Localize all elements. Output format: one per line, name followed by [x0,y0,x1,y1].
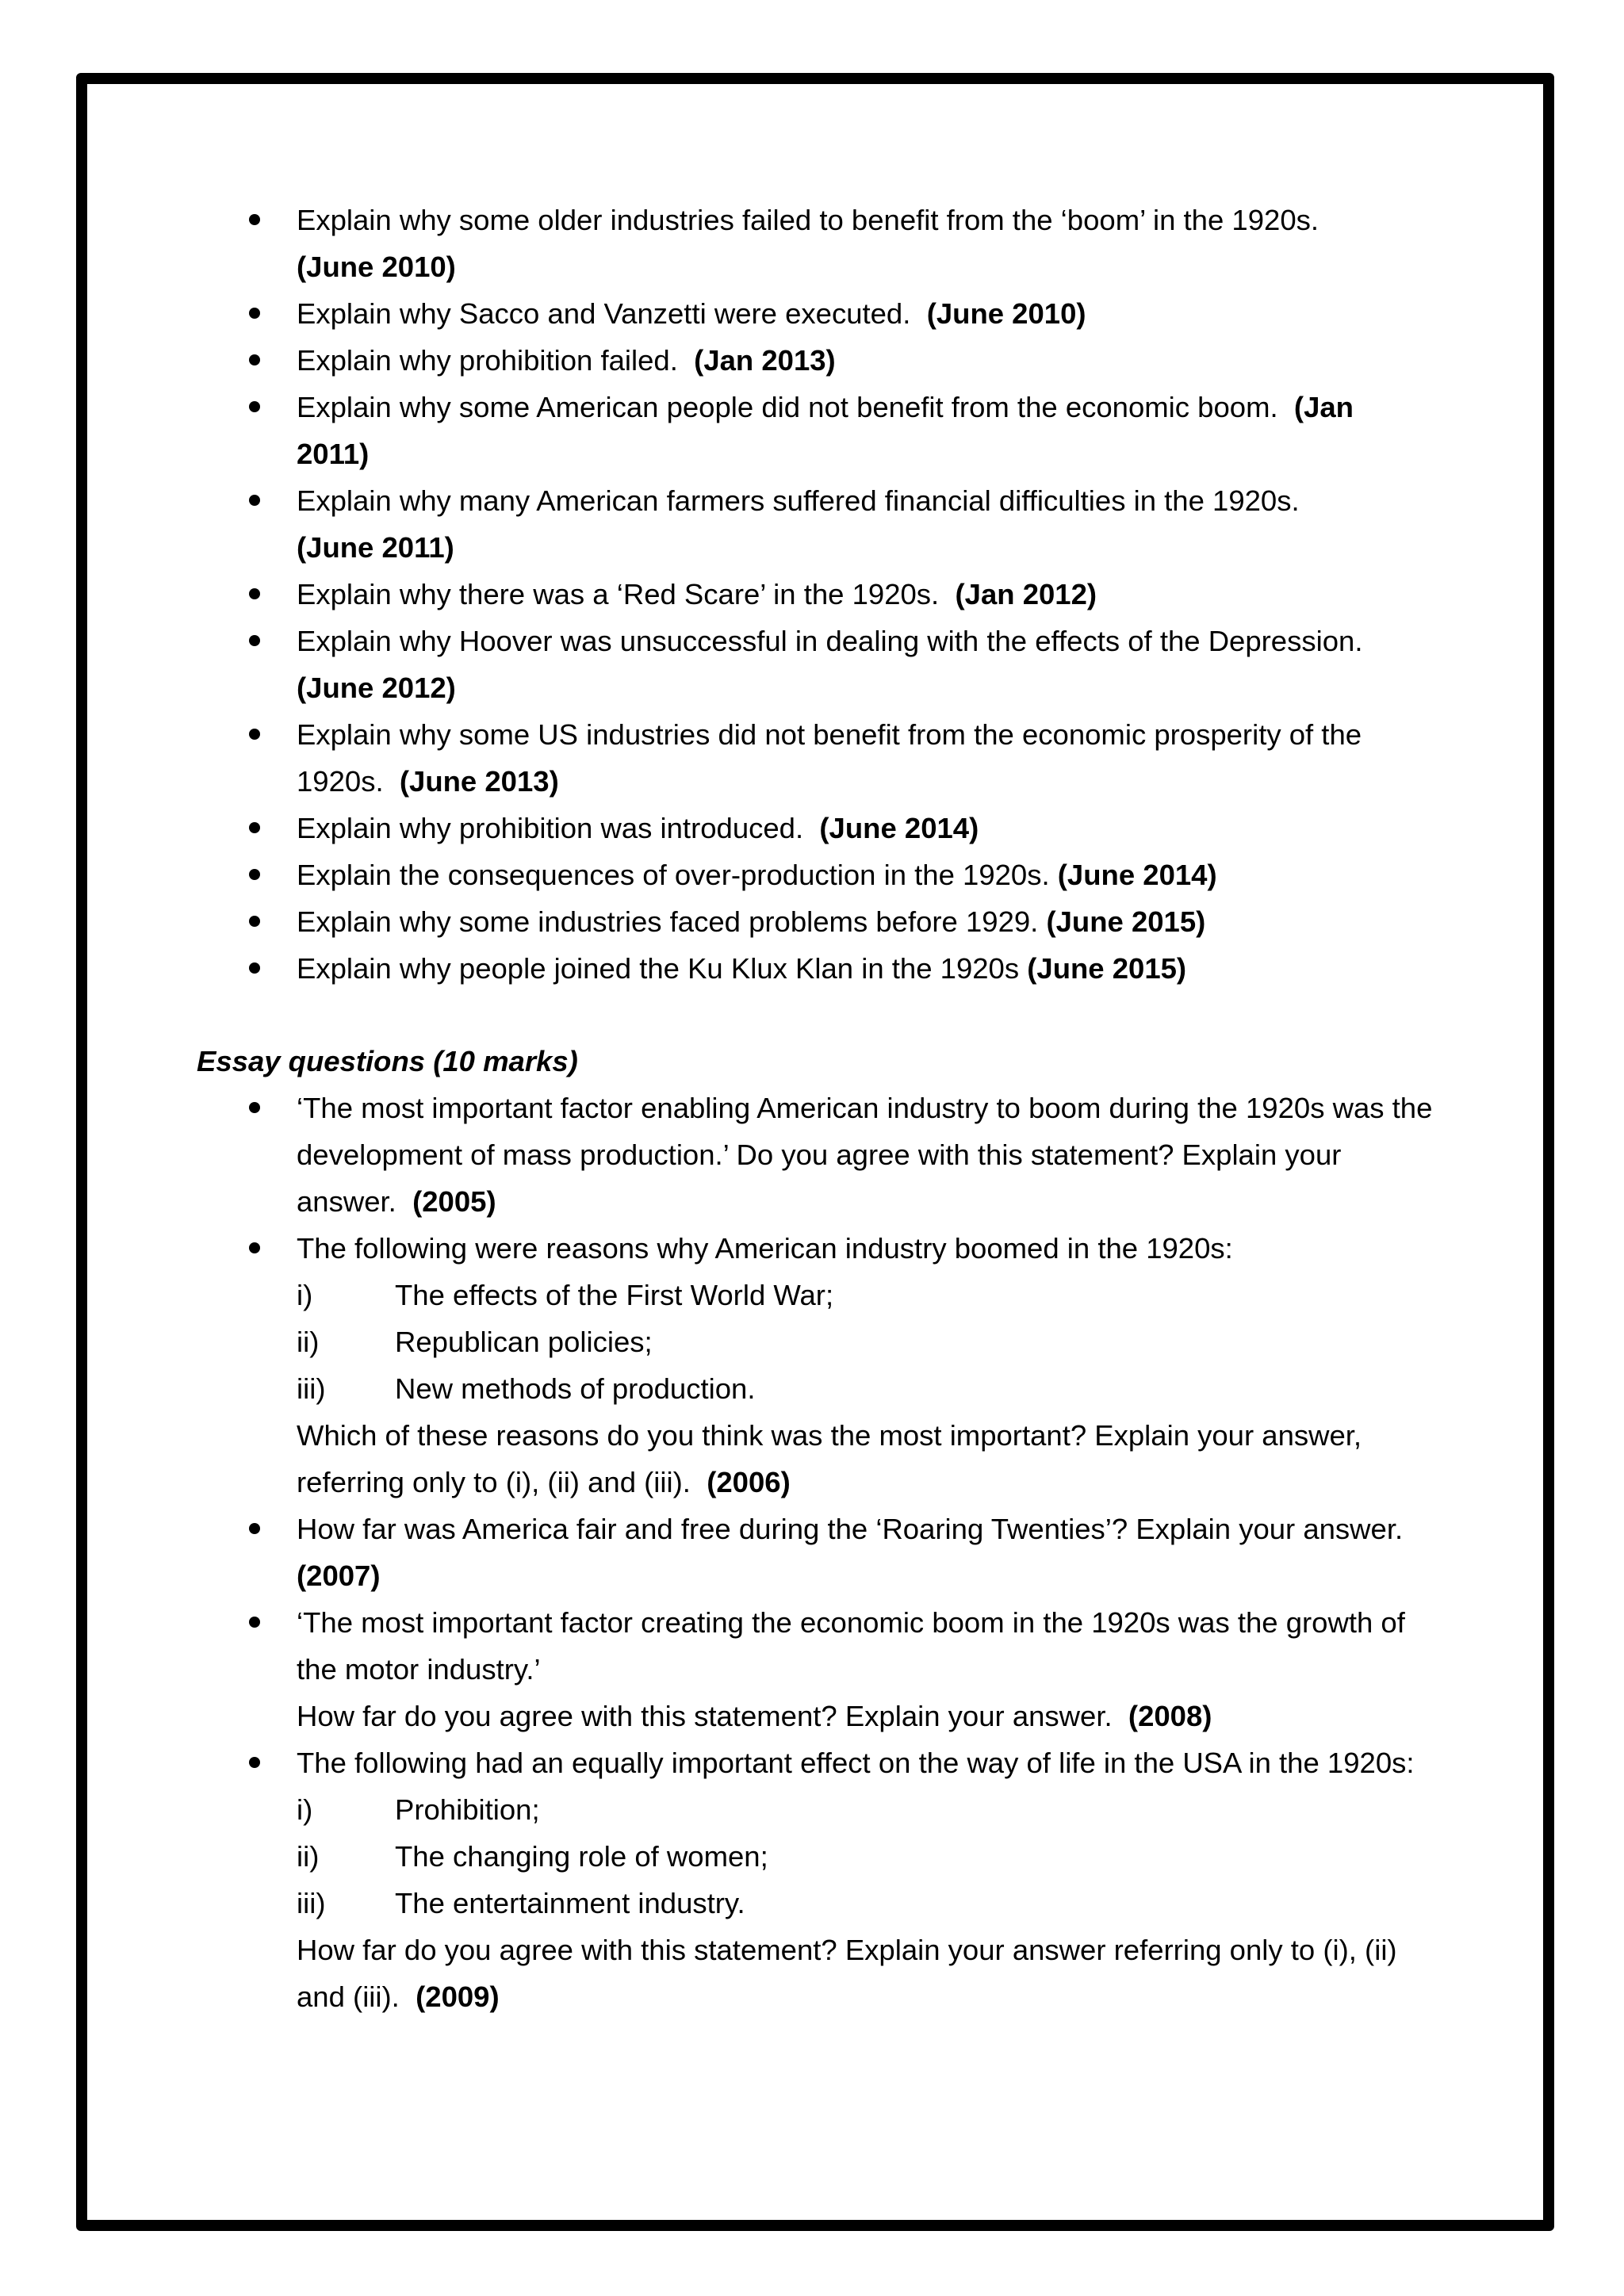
sub-item-text: Prohibition; [395,1793,540,1826]
sub-item [297,1365,1434,1412]
bullet-icon [249,1757,260,1768]
list-item [197,477,1434,571]
question-year: (June 2014) [819,812,979,844]
sub-item-number: i) [297,1279,313,1311]
sub-item [297,1833,1434,1880]
question-follow-text: Which of these reasons do you think was the most important? Explain your answer, referring only to (i), (ii) and (iii). [297,1419,1362,1498]
bullet-icon [249,495,260,506]
bullet-icon [249,1102,260,1113]
question-text: Explain why Sacco and Vanzetti were executed. [297,297,911,330]
list-item [197,805,1434,851]
question-year: (2007) [297,1559,381,1592]
list-item [197,1739,1434,2020]
list-item [197,337,1434,384]
essay-questions-list [197,1085,1434,2020]
question-year: (June 2012) [297,672,456,704]
list-item [197,571,1434,618]
list-item [197,1506,1434,1599]
sub-item [297,1880,1434,1927]
bullet-icon [249,214,260,225]
question-year: (2009) [416,1980,500,2013]
sub-item-number: iii) [297,1372,326,1405]
list-item [197,384,1434,477]
question-year: (June 2015) [1027,952,1187,985]
list-item [197,290,1434,337]
bullet-icon [249,869,260,880]
question-year: (June 2015) [1046,905,1206,938]
section-heading: Essay questions (10 marks) [197,1045,578,1077]
sub-item [297,1318,1434,1365]
list-item [197,618,1434,711]
question-year: (2005) [412,1185,496,1218]
question-text: Explain why some older industries failed to benefit from the ‘boom’ in the 1920s. [297,204,1320,236]
bullet-icon [249,354,260,365]
bullet-icon [249,916,260,927]
question-follow-text: How far do you agree with this statement? Explain your answer referring only to (i), (ii) and (iii). [297,1934,1397,2013]
sub-item-number: iii) [297,1887,326,1919]
explain-questions-list [197,197,1434,992]
bullet-icon [249,822,260,833]
question-year: (June 2011) [297,531,454,564]
question-follow [297,1927,1434,2020]
document-content [197,197,1434,2020]
question-follow-text: How far do you agree with this statement? Explain your answer. [297,1700,1113,1732]
question-text: Explain why some industries faced problems before 1929. [297,905,1039,938]
question-follow [297,1693,1434,1739]
list-item [197,898,1434,945]
bullet-icon [249,308,260,319]
bullet-icon [249,401,260,412]
list-item [197,1599,1434,1739]
bullet-icon [249,1242,260,1253]
question-year: (June 2014) [1057,859,1217,891]
question-year: (Jan 2012) [955,578,1097,610]
bullet-icon [249,962,260,974]
sub-item-text: The entertainment industry. [395,1887,745,1919]
question-follow [297,1412,1434,1506]
list-item [197,1085,1434,1225]
sub-item-text: New methods of production. [395,1372,756,1405]
list-item [197,711,1434,805]
bullet-icon [249,1523,260,1534]
question-year: (Jan 2013) [694,344,836,377]
question-text: Explain the consequences of over-production in the 1920s. [297,859,1050,891]
question-text: ‘The most important factor creating the economic boom in the 1920s was the growth of the motor industry.’ [297,1606,1405,1686]
sub-item [297,1786,1434,1833]
list-item [197,197,1434,290]
list-item [197,851,1434,898]
sub-item-text: The changing role of women; [395,1840,768,1873]
question-year: (Jan 2011) [297,391,1354,470]
question-text: Explain why prohibition failed. [297,344,678,377]
bullet-icon [249,729,260,740]
question-text: ‘The most important factor enabling American industry to boom during the 1920s was the development of mass production.’ Do you agree with this statement? Explain your answer. [297,1092,1433,1218]
bullet-icon [249,588,260,599]
question-year: (2006) [707,1466,791,1498]
sub-item-number: i) [297,1793,313,1826]
question-year: (2008) [1128,1700,1212,1732]
question-year: (June 2010) [297,251,456,283]
question-text: Explain why people joined the Ku Klux Klan in the 1920s [297,952,1020,985]
list-item [197,1225,1434,1506]
question-text: Explain why many American farmers suffered financial difficulties in the 1920s. [297,484,1300,517]
question-year: (June 2010) [926,297,1086,330]
question-text: Explain why Hoover was unsuccessful in dealing with the effects of the Depression. [297,625,1363,657]
question-intro: The following had an equally important effect on the way of life in the USA in the 1920s: [297,1747,1415,1779]
question-text: Explain why some American people did not benefit from the economic boom. [297,391,1278,423]
list-item [197,945,1434,992]
sub-item-text: Republican policies; [395,1326,653,1358]
question-intro: The following were reasons why American industry boomed in the 1920s: [297,1232,1233,1265]
sub-item [297,1272,1434,1318]
sub-item-number: ii) [297,1840,320,1873]
bullet-icon [249,1617,260,1628]
sub-item-text: The effects of the First World War; [395,1279,834,1311]
question-text: Explain why there was a ‘Red Scare’ in the 1920s. [297,578,940,610]
question-text: Explain why some US industries did not benefit from the economic prosperity of the 1920s. [297,718,1362,798]
question-year: (June 2013) [399,765,559,798]
sub-item-number: ii) [297,1326,320,1358]
bullet-icon [249,635,260,646]
question-text: How far was America fair and free during the ‘Roaring Twenties’? Explain your answer. [297,1513,1404,1545]
question-text: Explain why prohibition was introduced. [297,812,804,844]
